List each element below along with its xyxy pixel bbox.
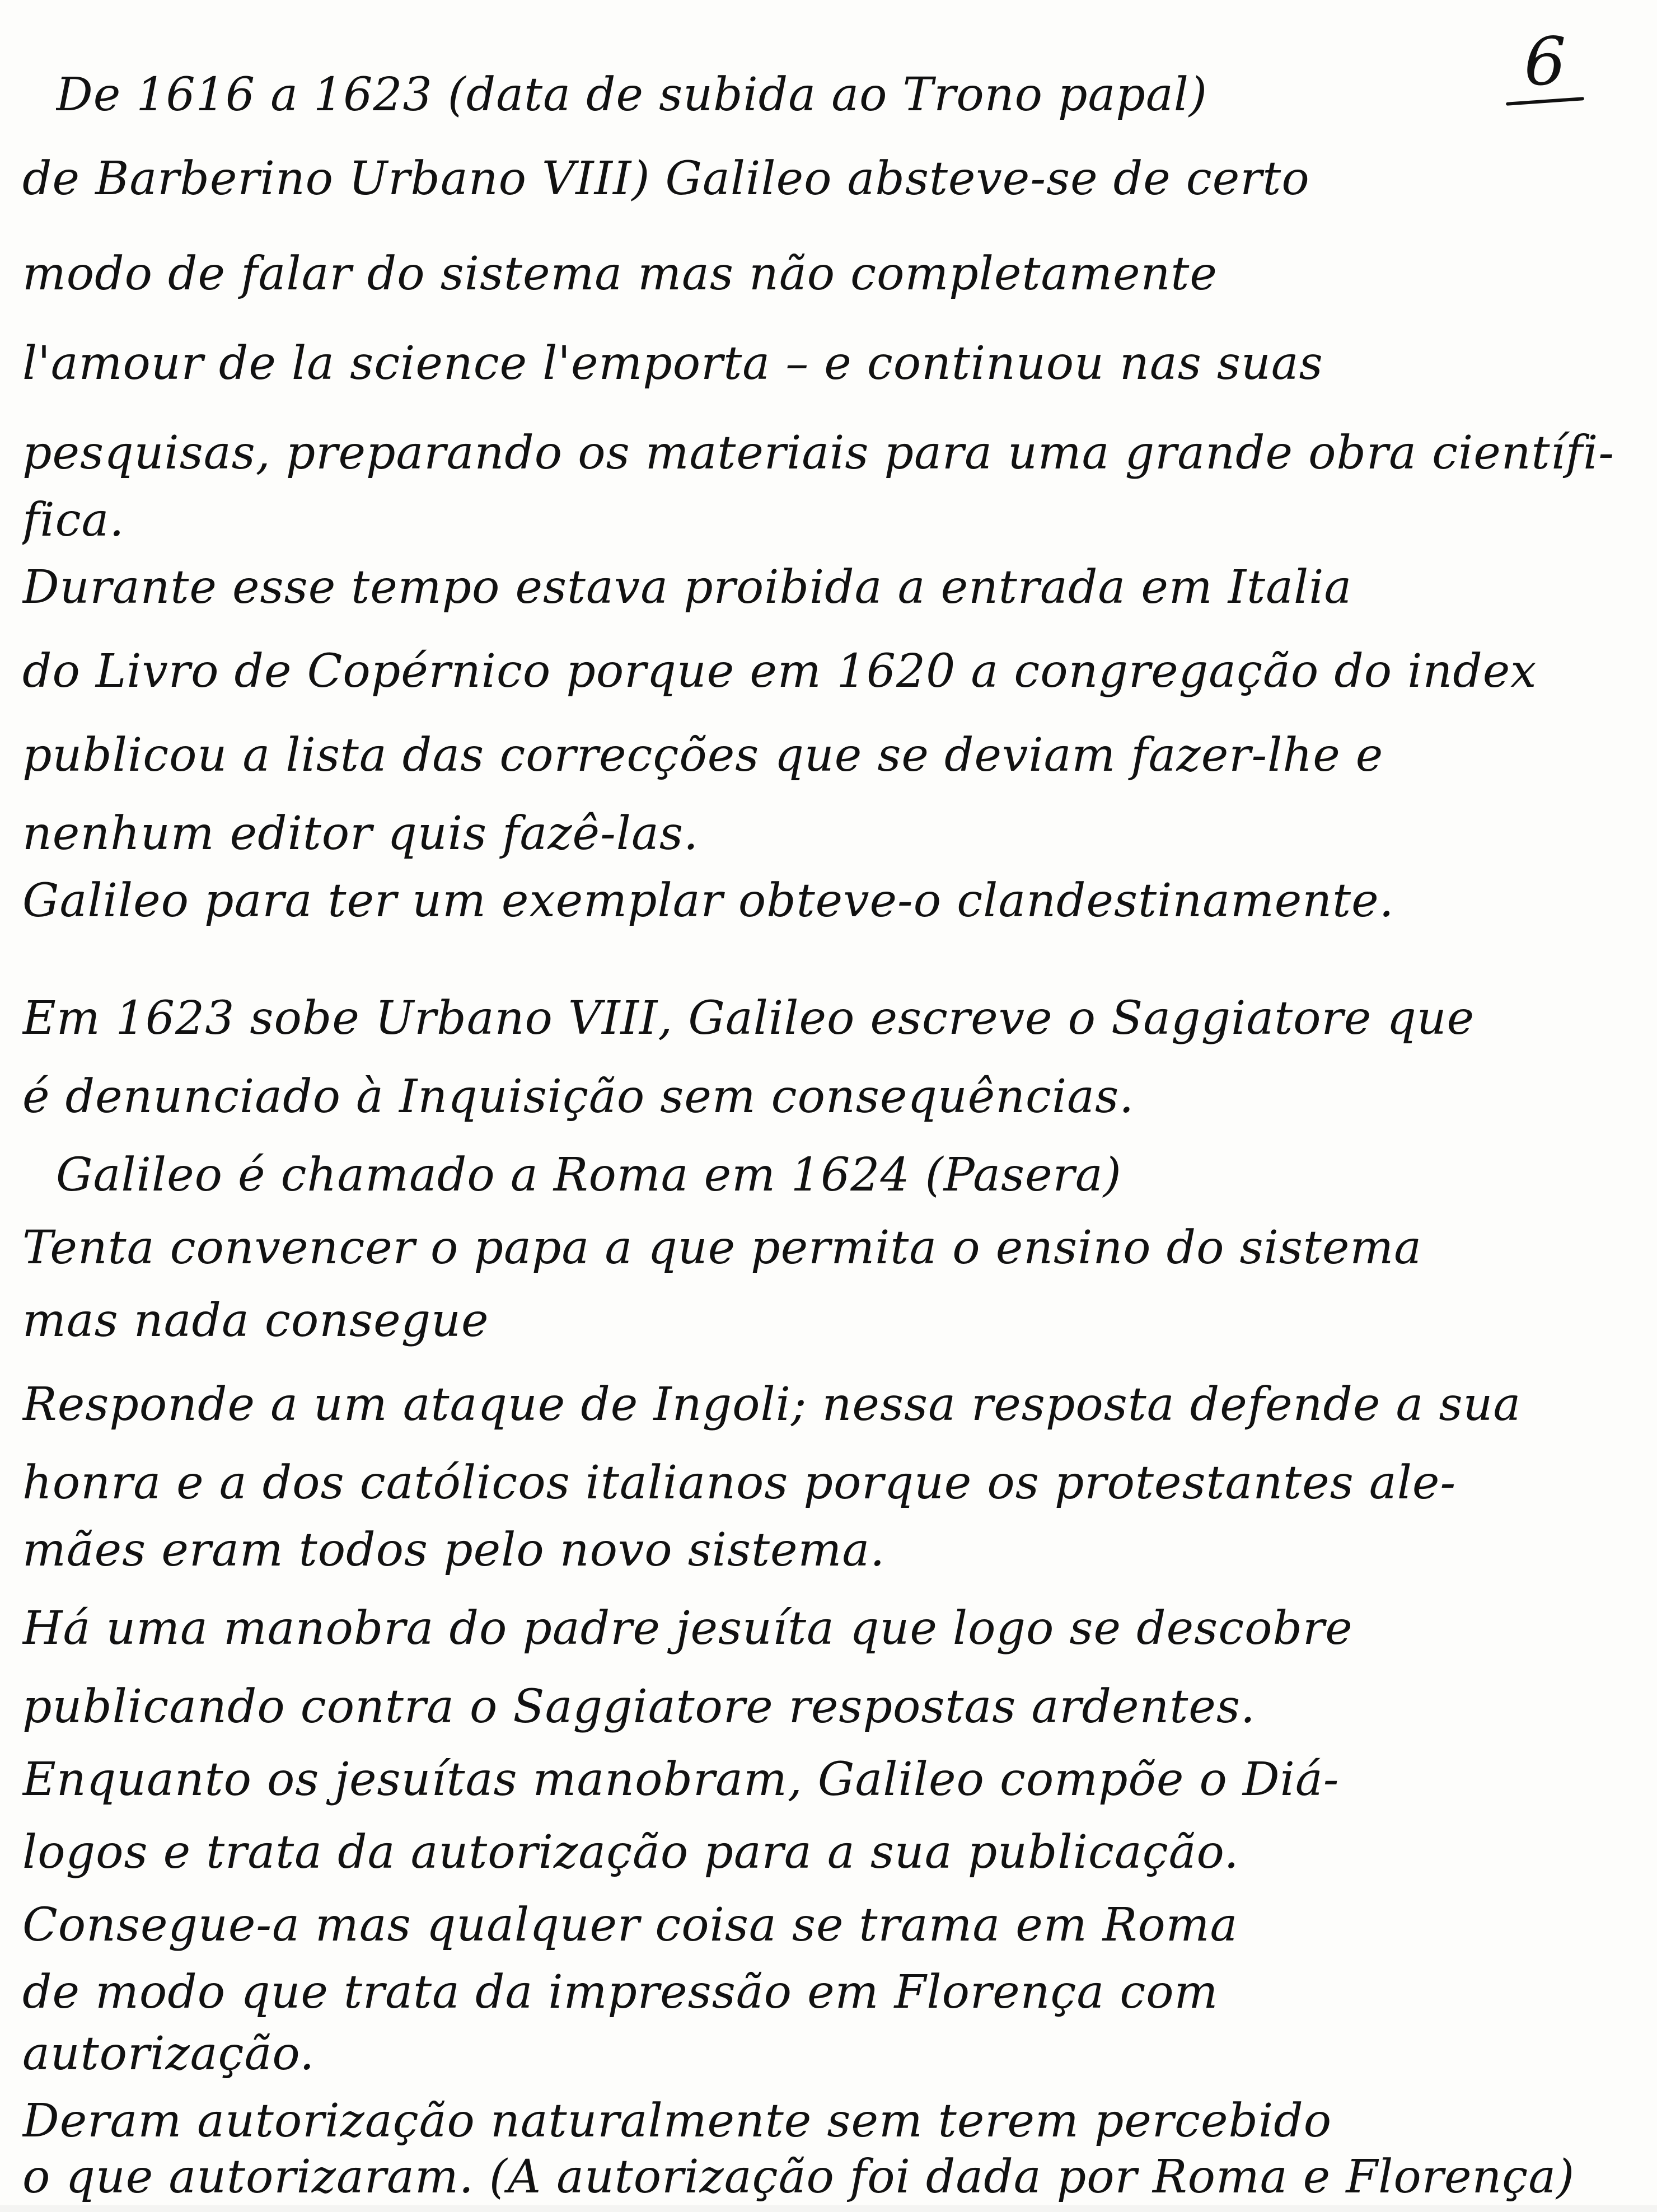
manuscript-line: modo de falar do sistema mas não completamente [22,247,1218,301]
manuscript-line: é denunciado à Inquisição sem consequências. [22,1070,1135,1123]
manuscript-line: autorização. [22,2027,315,2080]
manuscript-line: Em 1623 sobe Urbano VIII, Galileo escreve o Saggiatore que [22,992,1475,1045]
manuscript-line: logos e trata da autorização para a sua publicação. [22,1826,1239,1879]
page-number: 6 [1524,23,1566,100]
manuscript-line: o que autorizaram. (A autorização foi dada por Roma e Florença) [22,2150,1575,2204]
manuscript-line: Responde a um ataque de Ingoli; nessa resposta defende a sua [22,1378,1522,1431]
manuscript-line: honra e a dos católicos italianos porque os protestantes ale- [22,1456,1457,1510]
manuscript-line: mães eram todos pelo novo sistema. [22,1524,886,1577]
manuscript-line: publicando contra o Saggiatore respostas ardentes. [22,1680,1256,1733]
manuscript-line: Enquanto os jesuítas manobram, Galileo compõe o Diá- [22,1753,1340,1806]
manuscript-line: Há uma manobra do padre jesuíta que logo se descobre [22,1602,1353,1655]
manuscript-line: Galileo é chamado a Roma em 1624 (Pasera) [56,1149,1122,1202]
manuscript-line: de modo que trata da impressão em Florença com [22,1966,1219,2019]
manuscript-line: de Barberino Urbano VIII) Galileo absteve-se de certo [22,152,1310,205]
manuscript-line: mas nada consegue [22,1294,489,1347]
manuscript-line: Durante esse tempo estava proibida a entrada em Italia [22,561,1352,614]
manuscript-line: publicou a lista das correcções que se deviam fazer-lhe e [22,729,1384,782]
manuscript-line: Deram autorização naturalmente sem terem percebido [22,2094,1332,2148]
manuscript-line: De 1616 a 1623 (data de subida ao Trono papal) [56,68,1208,121]
manuscript-line: do Livro de Copérnico porque em 1620 a congregação do index [22,645,1537,698]
manuscript-line: Consegue-a mas qualquer coisa se trama em Roma [22,1899,1238,1952]
page-bottom-edge [0,2205,1657,2212]
manuscript-line: fica. [22,494,125,547]
manuscript-line: pesquisas, preparando os materiais para uma grande obra científi- [22,427,1615,480]
manuscript-line: Galileo para ter um exemplar obteve-o clandestinamente. [22,874,1394,927]
manuscript-line: nenhum editor quis fazê-las. [22,807,699,860]
manuscript-line: Tenta convencer o papa a que permita o ensino do sistema [22,1221,1422,1274]
manuscript-line: l'amour de la science l'emporta – e continuou nas suas [22,337,1323,390]
